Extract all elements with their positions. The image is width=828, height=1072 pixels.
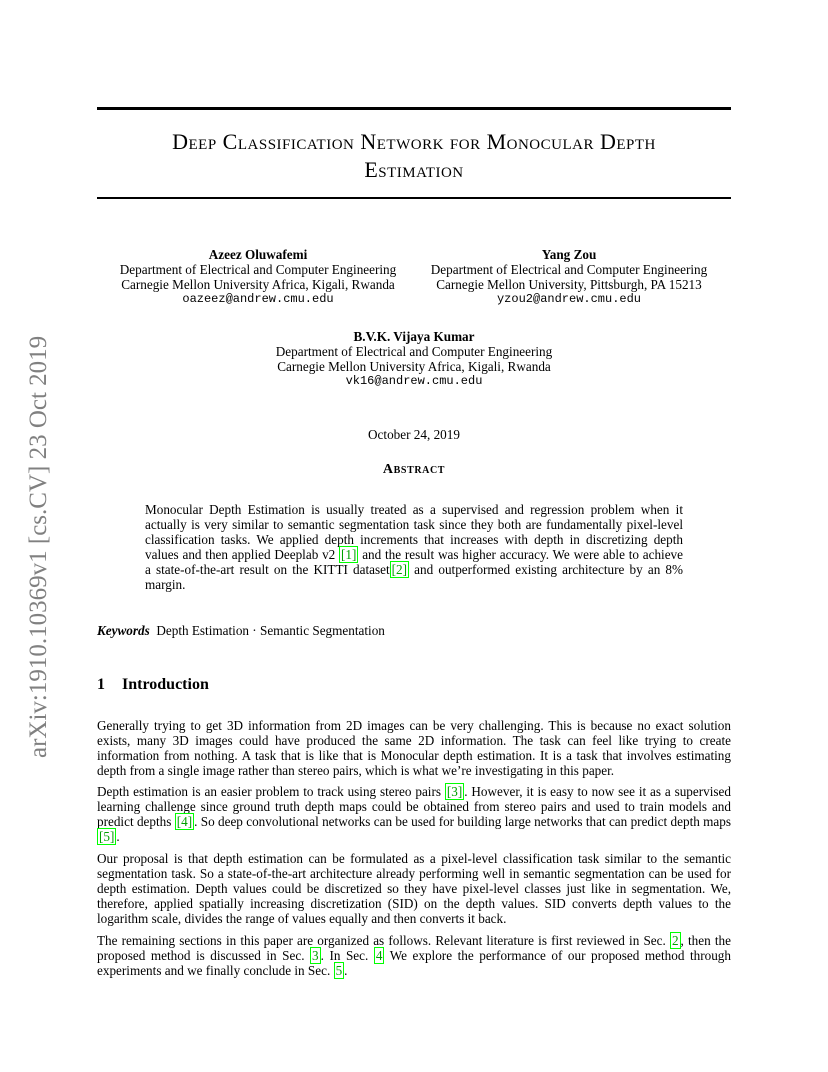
paper-title	[97, 128, 731, 184]
author-block-1	[103, 247, 413, 307]
author-department: Department of Electrical and Computer Engineering	[430, 262, 708, 277]
author-block-2	[414, 247, 724, 307]
citation-link[interactable]: [2]	[391, 562, 408, 577]
keywords-line	[97, 623, 385, 639]
paragraph-text: Depth estimation is an easier problem to track using stereo pairs	[97, 784, 445, 799]
section-link[interactable]: 3	[312, 948, 319, 963]
paragraph-text: . In Sec.	[320, 948, 374, 963]
abstract-body	[145, 502, 683, 592]
citation-link[interactable]: [1]	[341, 547, 357, 562]
paragraph-1: Generally trying to get 3D information from 2D images can be very challenging. This is because no exact solution exists, many 3D images could have produced the same 2D information. The task can feel like trying to create information from nothing. A task that is like that is Monocular depth estimation. It is a task that involves estimating depth from a single image rather than stereo pairs, which is what we’re investigating in this paper.	[97, 718, 731, 778]
section-link[interactable]: 4	[375, 948, 383, 963]
arxiv-stamp: arXiv:1910.10369v1 [cs.CV] 23 Oct 2019	[25, 335, 52, 758]
abstract-text: and the result was higher accuracy. We were able to achieve a state-of-the-art result on the KITTI dataset	[145, 547, 684, 577]
paragraph-4	[97, 933, 731, 978]
author-name: Yang Zou	[541, 247, 597, 262]
author-email[interactable]: oazeez@andrew.cmu.edu	[182, 292, 334, 306]
title-line-1: Deep Classification Network for Monocular Depth	[172, 129, 656, 154]
section-title: Introduction	[122, 676, 209, 693]
paper-date: October 24, 2019	[368, 427, 460, 442]
paragraph-2	[97, 784, 731, 844]
section-link[interactable]: 2	[671, 933, 679, 948]
bottom-title-rule	[97, 197, 731, 199]
section-heading	[97, 676, 209, 694]
author-institution: Carnegie Mellon University Africa, Kigali, Rwanda	[277, 359, 551, 374]
author-email[interactable]: vk16@andrew.cmu.edu	[345, 374, 483, 388]
section-number: 1	[97, 676, 105, 693]
title-line-2: Estimation	[364, 157, 464, 182]
abstract-text: Monocular Depth Estimation is usually treated as a supervised and regression problem when it actually is very similar to semantic segmentation task since they both are fundamentally pixel-level classification tasks. We applied depth increments that increases with depth in discretizing depth values and then applied Deeplab v2	[145, 502, 683, 562]
paragraph-3: Our proposal is that depth estimation can be formulated as a pixel-level classification task similar to the semantic segmentation task. So a state-of-the-art architecture already performing well in semantic segmentation can be used for depth estimation. Depth values could be discretized so they have pixel-level classes just like in segmentation. We, therefore, applied spatially increasing discretization (SID) on the depth values. SID converts depth values to the logarithm scale, divides the range of values equally and then converts it back.	[97, 851, 731, 926]
author-name: B.V.K. Vijaya Kumar	[353, 329, 475, 344]
paragraph-text: . So deep convolutional networks can be used for building large networks that can predict depth maps	[194, 814, 731, 829]
author-institution: Carnegie Mellon University, Pittsburgh, PA 15213	[436, 277, 702, 292]
paragraph-text: We explore the performance of our proposed method through experiments and we finally conclude in Sec.	[97, 948, 731, 978]
author-institution: Carnegie Mellon University Africa, Kigali, Rwanda	[121, 277, 395, 292]
author-email[interactable]: yzou2@andrew.cmu.edu	[496, 292, 642, 306]
keywords-text: Depth Estimation · Semantic Segmentation	[156, 623, 385, 638]
paragraph-text: The remaining sections in this paper are organized as follows. Relevant literature is first reviewed in Sec.	[97, 933, 670, 948]
paragraph-text: , then the proposed method is discussed in Sec.	[97, 933, 731, 963]
author-department: Department of Electrical and Computer Engineering	[275, 344, 553, 359]
citation-link[interactable]: [3]	[446, 784, 463, 799]
abstract-text: and outperformed existing architecture by an 8% margin.	[145, 562, 684, 592]
paragraph-text: .	[116, 829, 120, 844]
top-rule	[97, 107, 731, 110]
citation-link[interactable]: [5]	[99, 829, 115, 844]
section-link[interactable]: 5	[335, 963, 343, 978]
paragraph-text: . However, it is easy to now see it as a supervised learning challenge since ground truth depth maps could be obtained from stereo pairs and used to train models and predict depths	[97, 784, 731, 829]
abstract-heading: Abstract	[382, 462, 446, 477]
citation-link[interactable]: [4]	[176, 814, 193, 829]
keywords-label: Keywords	[97, 623, 150, 638]
author-block-3	[259, 329, 569, 389]
author-name: Azeez Oluwafemi	[208, 247, 308, 262]
paragraph-text: .	[344, 963, 348, 978]
author-department: Department of Electrical and Computer Engineering	[119, 262, 397, 277]
